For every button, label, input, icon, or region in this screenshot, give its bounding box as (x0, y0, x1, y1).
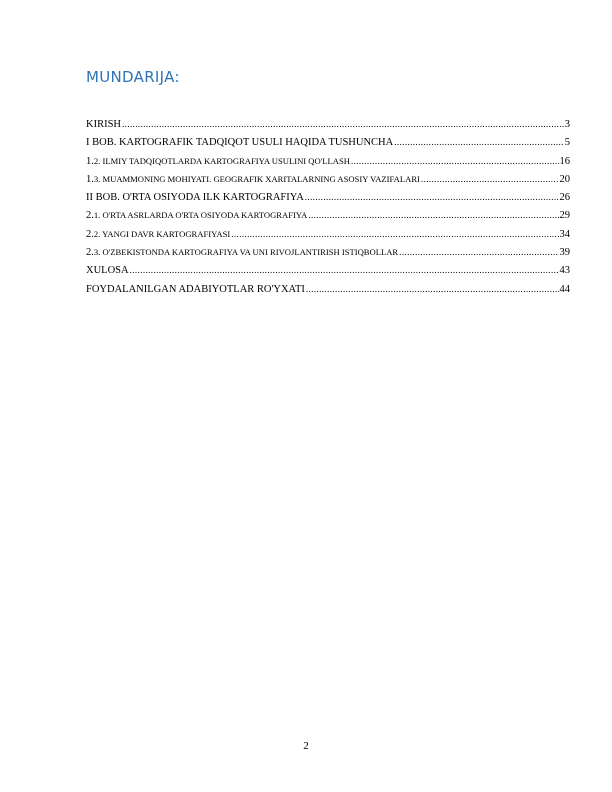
toc-entry-page: 44 (559, 283, 570, 295)
toc-entry-title: 1.3. MUAMMONING MOHIYATI. GEOGRAFIK XARITALARNING ASOSIY VAZIFALARI (86, 173, 420, 185)
toc-entry-title: II BOB. O'RTA OSIYODA ILK KARTOGRAFIYA (86, 192, 304, 204)
toc-entry-section-1-3[interactable] (86, 170, 570, 188)
toc-entry-page: 16 (559, 155, 570, 167)
toc-entry-section-2-3[interactable] (86, 243, 570, 261)
toc-heading: MUNDARIJA: (86, 68, 180, 86)
toc-entry-section-2-2[interactable] (86, 225, 570, 243)
toc-entry-title: 2.1. O'RTA ASRLARDA O'RTA OSIYODA KARTOGRAFIYA (86, 210, 308, 222)
toc-entry-title: 2.2. YANGI DAVR KARTOGRAFIYASI (86, 228, 231, 240)
toc-leader-dots (421, 170, 559, 188)
toc-entry-title: KIRISH (86, 119, 122, 130)
toc-entry-chapter-1[interactable] (86, 133, 570, 151)
toc-leader-dots (130, 261, 559, 279)
toc-leader-dots (399, 243, 558, 261)
toc-entry-page: 43 (559, 265, 570, 277)
toc-leader-dots (351, 152, 559, 170)
page-number: 2 (303, 740, 309, 752)
toc-leader-dots (122, 115, 564, 133)
toc-entry-page: 29 (559, 210, 570, 222)
toc-leader-dots (305, 188, 559, 206)
toc-leader-dots (394, 133, 564, 151)
toc-entry-title: FOYDALANILGAN ADABIYOTLAR RO'YXATI (86, 283, 305, 295)
toc-entry-kirish[interactable] (86, 115, 570, 133)
toc-entry-page: 26 (559, 192, 570, 204)
toc-entry-section-2-1[interactable] (86, 206, 570, 224)
toc-entry-title: XULOSA (86, 265, 129, 277)
toc-leader-dots (231, 225, 558, 243)
toc-entry-title: I BOB. KARTOGRAFIK TADQIQOT USULI HAQIDA TUSHUNCHA (86, 137, 394, 149)
toc-leader-dots (308, 206, 558, 224)
toc-entry-page: 39 (559, 247, 570, 259)
toc-entry-chapter-2[interactable] (86, 188, 570, 206)
toc-entry-section-1-2[interactable] (86, 152, 570, 170)
toc-leader-dots (306, 280, 559, 298)
toc-entry-title: 2.3. O'ZBEKISTONDA KARTOGRAFIYA VA UNI RIVOJLANTIRISH ISTIQBOLLAR (86, 247, 399, 259)
table-of-contents (86, 115, 570, 298)
toc-entry-references[interactable] (86, 280, 570, 298)
toc-entry-page: 3 (564, 119, 570, 130)
toc-entry-xulosa[interactable] (86, 261, 570, 279)
toc-entry-title: 1.2. ILMIY TADQIQOTLARDA KARTOGRAFIYA USULINI QO'LLASH (86, 155, 350, 167)
toc-entry-page: 20 (559, 173, 570, 185)
toc-entry-page: 34 (559, 228, 570, 240)
toc-entry-page: 5 (564, 137, 570, 149)
